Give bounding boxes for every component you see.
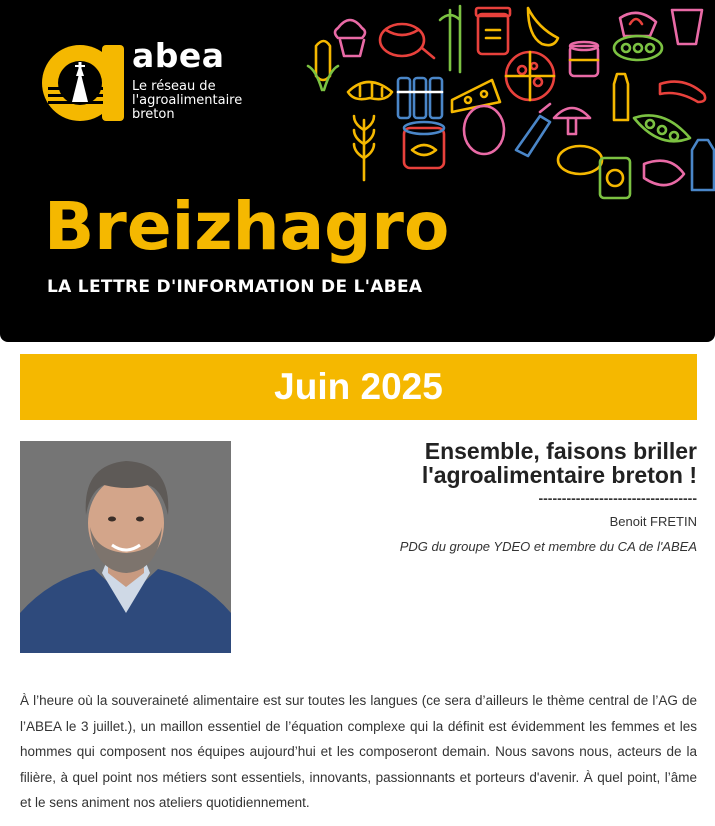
- cup-icon: [672, 10, 702, 44]
- logo-name: abea: [132, 36, 225, 75]
- meat-icon: [380, 24, 434, 58]
- sausage-icon: [660, 82, 705, 102]
- newsletter-header: [0, 0, 715, 342]
- pea-pod-icon: [634, 116, 690, 142]
- milk-carton-icon: [692, 140, 714, 190]
- ham-icon: [644, 161, 684, 185]
- logo-tagline: Le réseau de l'agroalimentaire breton: [132, 79, 243, 122]
- edito-title: Ensemble, faisons briller l'agroalimentaire breton !: [421, 438, 697, 488]
- lemon-icon: [558, 146, 602, 174]
- mushroom-icon: [554, 108, 590, 134]
- food-doodles-illustration: [290, 0, 715, 200]
- leek-icon: [440, 6, 460, 72]
- abea-logo[interactable]: [40, 38, 260, 128]
- author-portrait-icon: [20, 441, 231, 653]
- croissant-icon: [348, 82, 392, 99]
- fish-can-icon: [404, 122, 444, 168]
- can-icon: [570, 42, 598, 76]
- spray-bottle-icon: [516, 104, 550, 156]
- edito-divider: ----------------------------------: [538, 490, 697, 506]
- cupcake-icon: [335, 20, 365, 56]
- corn-icon: [308, 41, 338, 90]
- sauce-bottle-icon: [614, 74, 628, 120]
- author-role: PDG du groupe YDEO et membre du CA de l'ABEA: [399, 539, 697, 554]
- cake-icon: [620, 13, 656, 36]
- bottles-icon: [398, 78, 442, 118]
- issue-month-banner: [20, 354, 697, 420]
- brand-title: Breizhagro: [44, 188, 450, 265]
- jar-icon: [476, 8, 510, 54]
- issue-month: Juin 2025: [274, 366, 443, 407]
- egg-icon: [464, 106, 504, 154]
- edito-body-paragraph: À l’heure où la souveraineté alimentaire est sur toutes les langues (ce sera d’ailleurs le thème central de l’AG de l’ABEA le 3 juillet.), un maillon essentiel de l’équation complexe qui la définit est évidemment les femmes et les hommes qui composent nos équipes aujourd’hui et les composeront demain. Nous savons nous, acteurs de la filière, à quel point nos métiers sont essentiels, innovants, passionnants et porteurs d'avenir. À quel point, l’âme et le sens animent nos ateliers quotidiennement.: [20, 693, 697, 810]
- olives-icon: [614, 36, 662, 60]
- peas-jar-icon: [600, 158, 630, 198]
- wheat-icon: [354, 116, 374, 180]
- brand-subtitle: LA LETTRE D'INFORMATION DE L'ABEA: [47, 277, 423, 297]
- utensil-icon: [528, 8, 558, 45]
- author-name: Benoit FRETIN: [609, 514, 697, 529]
- abea-logo-mark-icon: [40, 40, 126, 126]
- author-photo: [20, 441, 231, 653]
- pizza-icon: [506, 52, 554, 100]
